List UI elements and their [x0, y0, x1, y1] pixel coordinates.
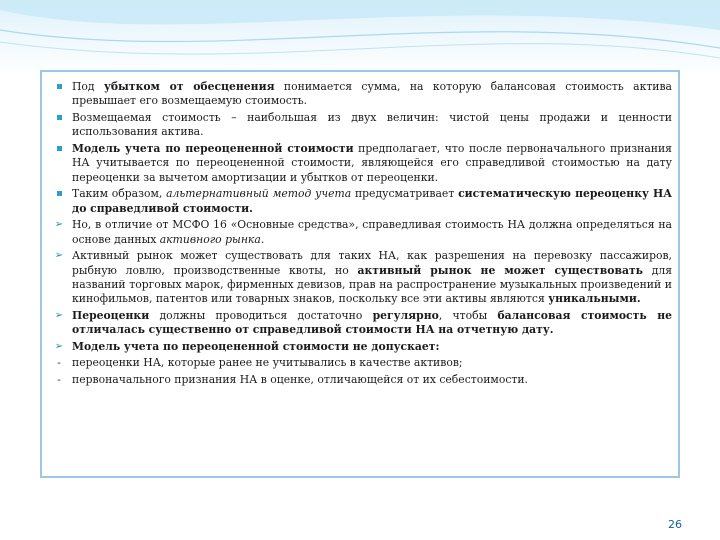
text: предусматривает	[351, 187, 459, 201]
square-bullet-icon	[50, 187, 68, 201]
square-bullet-icon	[50, 80, 68, 94]
dash-bullet-icon: -	[57, 373, 61, 387]
arrow-bullet-icon: ➢	[54, 250, 64, 262]
bold-text: регулярно	[372, 308, 439, 322]
text: предполагает, что после первоначального признания НА учитывается по переоцененной стоимости, являющейся его справедливой стоимостью на дату переоценки за вычетом амортизации и убытков от переоценки.	[72, 141, 672, 184]
list-item	[50, 142, 672, 185]
page-number: 26	[668, 518, 682, 531]
bold-text: систематическую переоценку НА до справедливой стоимости.	[72, 187, 672, 215]
bold-text: Модель учета по переоцененной стоимости	[72, 141, 354, 155]
bullet-list	[50, 80, 672, 387]
arrow-bullet-icon: ➢	[54, 340, 64, 352]
list-item	[50, 187, 672, 216]
arrow-bullet-icon: ➢	[54, 219, 64, 231]
bold-text: убытком от обесценения	[103, 80, 275, 93]
text: , чтобы	[438, 308, 498, 322]
text: Возмещаемая стоимость – наибольшая из двух величин: чистой цены продажи и ценности использования актива.	[72, 110, 672, 139]
dash-bullet-icon: -	[57, 356, 61, 370]
list-item	[50, 218, 672, 247]
bold-text: уникальными.	[548, 292, 641, 306]
bold-text: Модель учета по переоцененной стоимости не допускает:	[72, 339, 440, 353]
square-bullet-icon	[50, 111, 68, 125]
italic-text: альтернативный метод учета	[166, 187, 352, 201]
top-wave-decoration	[0, 0, 720, 70]
text: переоценки НА, которые ранее не учитывались в качестве активов;	[72, 356, 463, 370]
bold-text: Переоценки	[72, 308, 150, 322]
arrow-bullet-icon: ➢	[54, 309, 64, 321]
list-item	[50, 340, 672, 354]
text: понимается сумма, на которую балансовая стоимость актива превышает его возмещаемую стоимость.	[72, 80, 672, 108]
content-box	[40, 70, 680, 478]
text: Таким образом,	[72, 187, 167, 201]
text: для названий торговых марок, фирменных девизов, прав на распространение музыкальных произведений и кинофильмов, патентов или товарных знаков, поскольку все эти активы являются	[72, 263, 673, 306]
bold-text: активный рынок не может существовать	[357, 263, 643, 277]
text: Активный рынок может существовать для таких НА, как разрешения на перевозку пассажиров, рыбную ловлю, производственные квоты, но	[72, 249, 672, 277]
list-item	[50, 111, 672, 140]
list-item	[50, 356, 672, 370]
list-item	[50, 309, 672, 338]
list-item	[50, 373, 672, 387]
square-bullet-icon	[50, 142, 68, 156]
text: первоначального признания НА в оценке, отличающейся от их себестоимости.	[72, 373, 528, 387]
list-item	[50, 249, 672, 306]
bold-text: балансовая стоимость не отличалась существенно от справедливой стоимости НА на отчетную дату.	[72, 308, 672, 337]
text: должны проводиться достаточно	[149, 308, 373, 322]
text: Под	[72, 80, 104, 93]
list-item	[50, 80, 672, 109]
italic-text: активного рынка.	[159, 232, 265, 246]
text: Но, в отличие от МСФО 16 «Основные средства», справедливая стоимость НА должна определяться на основе данных	[72, 218, 672, 246]
